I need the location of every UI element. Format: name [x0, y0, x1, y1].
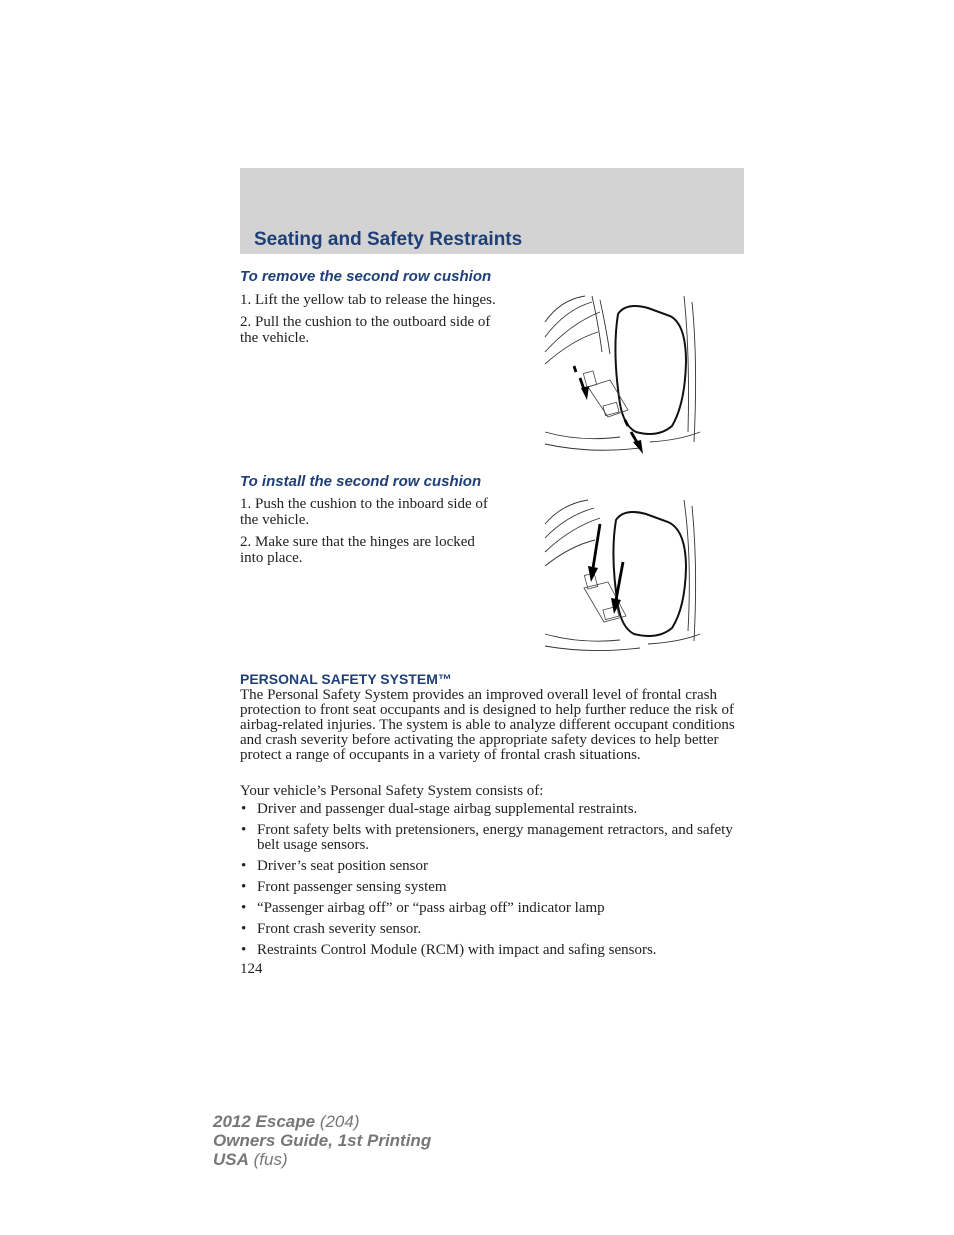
remove-cushion-heading: To remove the second row cushion	[240, 268, 492, 285]
list-item: • Driver’s seat position sensor	[241, 858, 428, 874]
pss-intro-paragraph: The Personal Safety System provides an improved overall level of frontal crash protection to front seat occupants and is designed to help further reduce the risk of airbag-related injuries. The system is able to analyze different occupant conditions and crash severity before activating the appropriate safety devices to help better protect a range of occupants in a variety of frontal crash situations.	[240, 687, 735, 763]
pss-consists-text: Your vehicle’s Personal Safety System consists of:	[240, 783, 544, 799]
remove-step-1: 1. Lift the yellow tab to release the hinges.	[240, 292, 496, 308]
bullet-marker: •	[241, 942, 247, 958]
bullet-marker: •	[241, 921, 247, 937]
install-steps	[240, 496, 500, 572]
install-step-2: 2. Make sure that the hinges are locked into place.	[240, 534, 475, 566]
install-cushion-illustration	[540, 496, 705, 656]
list-item: • Front passenger sensing system	[241, 879, 447, 895]
list-item: • Front safety belts with pretensioners, energy management retractors, and safety belt usage sensors.	[241, 822, 733, 853]
bullet-marker: •	[241, 822, 247, 838]
section-header-band	[240, 168, 744, 254]
remove-steps	[240, 292, 500, 352]
footer-line-2: Owners Guide, 1st Printing	[213, 1131, 432, 1150]
bullet-marker: •	[241, 801, 247, 817]
pss-heading: PERSONAL SAFETY SYSTEM™	[240, 671, 452, 687]
list-item: • Restraints Control Module (RCM) with impact and safing sensors.	[241, 942, 657, 958]
remove-step-2: 2. Pull the cushion to the outboard side of the vehicle.	[240, 314, 491, 346]
document-footer	[213, 1112, 431, 1169]
bullet-marker: •	[241, 879, 247, 895]
list-item: • Front crash severity sensor.	[241, 921, 422, 937]
install-cushion-heading: To install the second row cushion	[240, 473, 482, 490]
page-number: 124	[240, 961, 263, 977]
remove-cushion-illustration	[540, 292, 705, 457]
install-step-1: 1. Push the cushion to the inboard side of the vehicle.	[240, 496, 488, 528]
bullet-marker: •	[241, 900, 247, 916]
list-item: • Driver and passenger dual-stage airbag supplemental restraints.	[241, 801, 638, 817]
footer-line-1: 2012 Escape (204)	[213, 1112, 360, 1131]
section-title: Seating and Safety Restraints	[254, 229, 523, 250]
pss-components-list	[240, 802, 742, 964]
footer-line-3: USA (fus)	[213, 1150, 288, 1169]
bullet-marker: •	[241, 858, 247, 874]
list-item: • “Passenger airbag off” or “pass airbag off” indicator lamp	[241, 900, 605, 916]
